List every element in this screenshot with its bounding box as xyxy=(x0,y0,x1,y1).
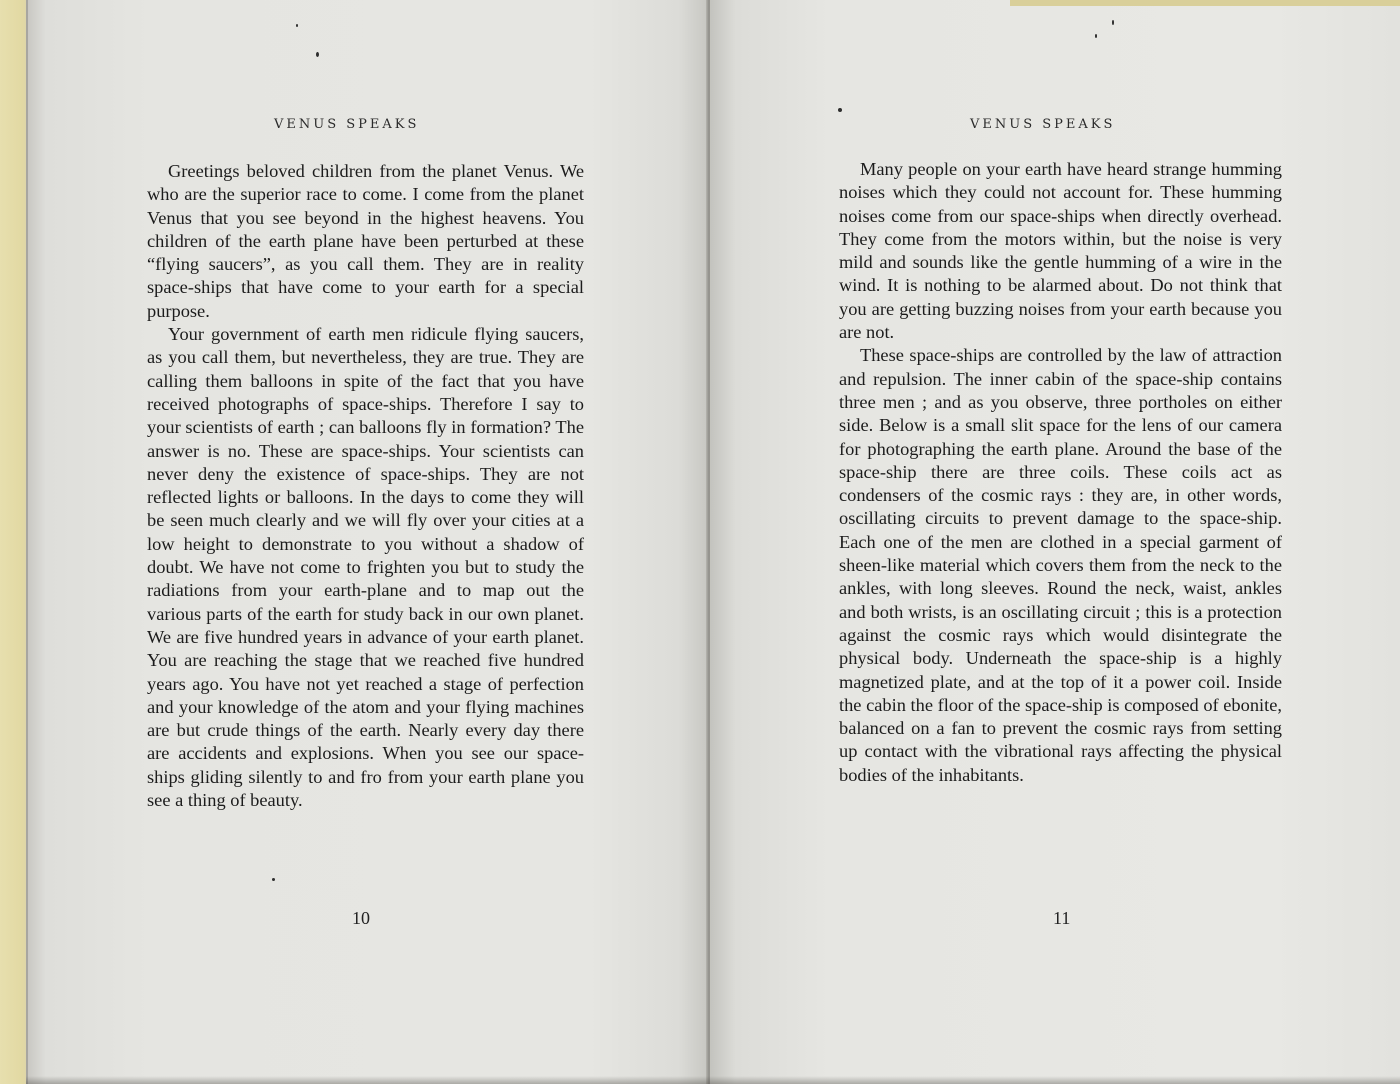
page-number-right: 11 xyxy=(1053,908,1071,928)
page-bottom-shadow xyxy=(26,1076,1400,1084)
running-head-right: VENUS SPEAKS xyxy=(970,117,1116,132)
left-paragraph-2: Your government of earth men ridicule flying saucers, as you call them, but nevertheless, they are true. They are calling them balloons in spite of the fact that you have received photographs of space-ships. Therefore I say to your scientists of earth ; can balloons fly in formation? The answer is no. These are space-ships. Your scientists can never deny the existence of space-ships. They are not reflected lights or balloons. In the days to come they will be seen much clearly and we will fly over your cities at a low height to demonstrate to you without a shadow of doubt. We have not come to frighten you but to study the radiations from your earth-plane and to map out the various parts of the earth for study back in our own planet. We are five hundred years in advance of your earth planet. You are reaching the stage that we reached five hundred years ago. You have not yet reached a stage of perfection and your knowledge of the atom and your flying machines are but crude things of the earth. Nearly every day there are accidents and explosions. When you see our space-ships gliding silently to and fro from your earth plane you see a thing of beauty. xyxy=(147,324,584,811)
left-page-body xyxy=(147,160,584,812)
right-paragraph-1: Many people on your earth have heard strange humming noises which they could not account for. These humming noises come from our space-ships when directly overhead. They come from the motors within, but the noise is very mild and sounds like the gentle humming of a wire in the wind. It is nothing to be alarmed about. Do not think that you are getting buzzing noises from your earth because you are not. xyxy=(839,159,1282,343)
page-number-left: 10 xyxy=(352,908,370,928)
running-head-left: VENUS SPEAKS xyxy=(274,117,420,132)
right-page-body xyxy=(839,158,1282,787)
ink-speck xyxy=(296,24,298,27)
ink-speck xyxy=(838,108,842,112)
ink-speck xyxy=(272,878,275,881)
left-page xyxy=(26,0,712,1084)
ink-speck xyxy=(1095,34,1097,38)
left-paragraph-1: Greetings beloved children from the planet Venus. We who are the superior race to come. I come from the planet Venus that you see beyond in the highest heavens. You children of the earth plane have been perturbed at these “flying saucers”, as you call them. They are in reality space-ships that have come to your earth for a special purpose. xyxy=(147,161,584,321)
ink-speck xyxy=(316,52,319,57)
ink-speck xyxy=(1112,20,1114,25)
right-page xyxy=(710,0,1400,1084)
book-cover-edge xyxy=(1010,0,1400,6)
right-paragraph-2: These space-ships are controlled by the law of attraction and repulsion. The inner cabin of the space-ship contains three men ; and as you observe, three portholes on either side. Below is a small slit space for the lens of our camera for photographing the earth plane. Around the base of the space-ship there are three coils. These coils act as condensers of the cosmic rays : they are, in other words, oscillating circuits to prevent damage to the space-ship. Each one of the men are clothed in a special garment of sheen-like material which covers them from the neck to the ankles, with long sleeves. Round the neck, waist, ankles and both wrists, is an oscillating circuit ; this is a protection against the cosmic rays which would disintegrate the physical body. Underneath the space-ship is a highly magnetized plate, and at the top of it a power coil. Inside the cabin the floor of the space-ship is composed of ebonite, balanced on a fan to prevent the cosmic rays from setting up contact with the vibrational rays affecting the physical bodies of the inhabitants. xyxy=(839,345,1282,785)
